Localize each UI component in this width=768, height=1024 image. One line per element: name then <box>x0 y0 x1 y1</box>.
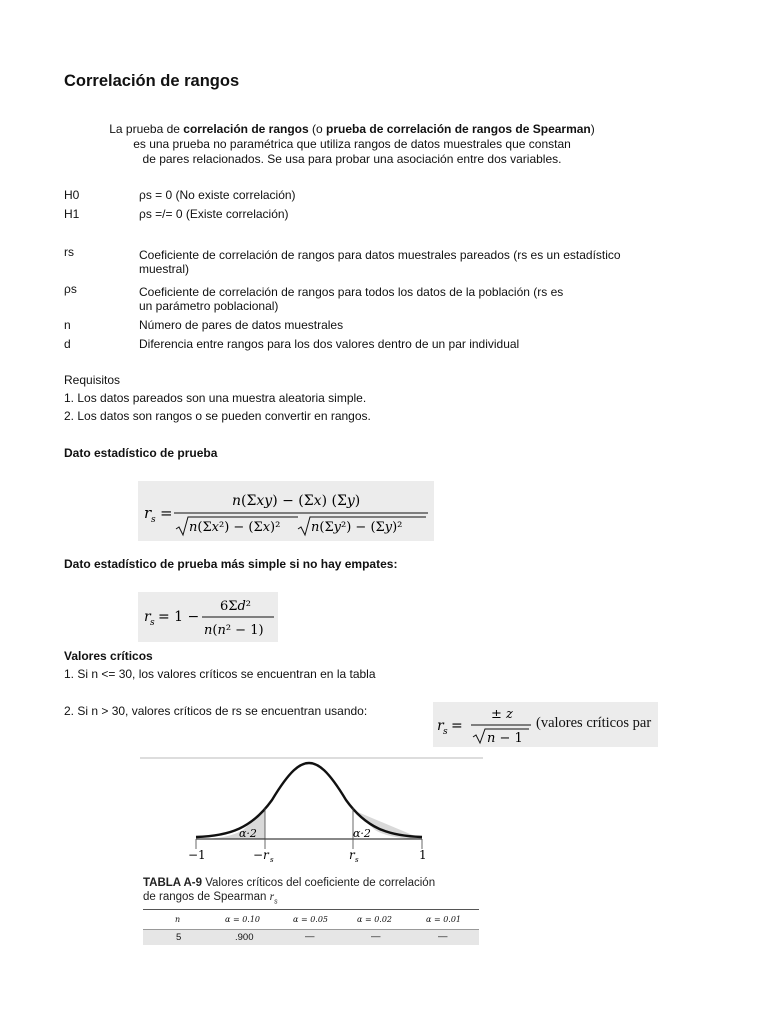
spearman-formula-graphic <box>138 481 434 541</box>
intro-text: (o <box>308 122 327 136</box>
page-title: Correlación de rangos <box>64 72 240 90</box>
intro-text: La prueba de <box>109 122 184 136</box>
table-body <box>143 909 479 945</box>
hypothesis-value: ρs = 0 (No existe correlación) <box>139 188 296 202</box>
svg-text:s: s <box>150 618 155 628</box>
requisitos-section <box>64 371 371 425</box>
svg-text:=: = <box>451 718 463 734</box>
svg-text:n − 1: n − 1 <box>487 731 523 746</box>
svg-text:s: s <box>151 515 156 525</box>
requisito-item: 1. Los datos pareados son una muestra aleatoria simple. <box>64 391 367 405</box>
svg-text:= 1 −: = 1 − <box>158 609 200 625</box>
alpha-right-label: α·2 <box>353 827 371 840</box>
simple-stat-heading: Dato estadístico de prueba más simple si no hay empates: <box>64 557 398 571</box>
normal-curve-figure <box>140 756 485 868</box>
intro-text: ) <box>590 122 595 136</box>
svg-text:r: r <box>144 609 151 625</box>
definition-key: rs <box>64 245 74 259</box>
table-header-cell: n <box>175 915 181 924</box>
svg-text:r: r <box>144 504 152 522</box>
spearman-formula <box>138 481 434 541</box>
criticos-heading: Valores críticos <box>64 649 153 663</box>
table-caption-label: TABLA A-9 <box>143 877 202 889</box>
tick-label: −r <box>253 848 269 862</box>
intro-line-3: de pares relacionados. Se usa para probar una asociación entre dos variables. <box>142 152 562 166</box>
hypothesis-key: H1 <box>64 207 80 221</box>
svg-text:=: = <box>160 504 173 522</box>
formula-suffix-text: (valores críticos par <box>536 715 652 731</box>
intro-line-1 <box>64 122 640 137</box>
table-cell: — <box>371 931 381 942</box>
definition-key: n <box>64 318 71 332</box>
svg-text:n(Σxy) − (Σx) (Σy): n(Σxy) − (Σx) (Σy) <box>232 493 361 509</box>
svg-text:± z: ± z <box>491 707 513 722</box>
tick-subscript: s <box>270 856 274 864</box>
table-cell: .900 <box>235 932 254 943</box>
definition-key: ρs <box>64 282 77 296</box>
tick-label: −1 <box>188 848 206 862</box>
critical-values-table <box>143 876 483 943</box>
alpha-left-label: α·2 <box>239 827 257 840</box>
definition-value: Diferencia entre rangos para los dos valores dentro de un par individual <box>139 337 520 351</box>
hypothesis-key: H0 <box>64 188 80 202</box>
simple-spearman-formula <box>138 592 278 642</box>
table-cell: 5 <box>176 932 182 943</box>
table-caption-line2: de rangos de Spearman <box>143 891 267 903</box>
hypothesis-value: ρs =/= 0 (Existe correlación) <box>139 207 289 221</box>
simple-formula-graphic <box>138 592 278 642</box>
svg-text:6Σd²: 6Σd² <box>220 599 252 614</box>
definition-value: Coeficiente de correlación de rangos para datos muestrales pareados (rs es un estadístico muestral) <box>139 248 621 276</box>
table-header-cell: α = 0.05 <box>293 915 329 924</box>
tick-subscript: s <box>355 856 359 864</box>
definition-key: d <box>64 337 71 351</box>
definition-value: Número de pares de datos muestrales <box>139 318 344 332</box>
requisito-item: 2. Los datos son rangos o se pueden convertir en rangos. <box>64 409 371 423</box>
table-row <box>143 930 479 945</box>
tick-label: 1 <box>419 848 427 862</box>
svg-text:r: r <box>437 718 444 734</box>
intro-bold-term: prueba de correlación de rangos de Spearman <box>326 122 591 136</box>
table-caption <box>143 876 483 909</box>
intro-line-2: es una prueba no paramétrica que utiliza rangos de datos muestrales que constan <box>133 137 571 151</box>
table-cell: — <box>305 931 315 942</box>
svg-text:s: s <box>443 727 448 737</box>
table-header-cell: α = 0.01 <box>426 915 462 924</box>
table-caption-sub: s <box>274 898 278 906</box>
criticos-item-1: 1. Si n <= 30, los valores críticos se encuentran en la tabla <box>64 667 376 681</box>
intro-paragraph <box>64 122 640 167</box>
table-header-row <box>143 910 479 930</box>
criticos-section <box>64 647 376 683</box>
svg-text:n(n² − 1): n(n² − 1) <box>204 623 264 638</box>
normal-curve-graphic <box>140 756 485 868</box>
svg-text:n(Σx²) − (Σx)²: n(Σx²) − (Σx)² <box>189 520 281 535</box>
table-header-cell: α = 0.02 <box>357 915 393 924</box>
criticos-item-2: 2. Si n > 30, valores críticos de rs se encuentran usando: <box>64 704 368 718</box>
tick-label: r <box>349 848 355 862</box>
table-cell: — <box>438 931 448 942</box>
table-header-cell: α = 0.10 <box>225 915 261 924</box>
definition-value: Coeficiente de correlación de rangos para todos los datos de la población (rs es un parámetro poblacional) <box>139 285 564 313</box>
table-caption-text: Valores críticos del coeficiente de correlación <box>205 877 436 889</box>
svg-text:n(Σy²) − (Σy)²: n(Σy²) − (Σy)² <box>311 520 403 535</box>
table-caption-var: r <box>269 891 275 903</box>
intro-bold-term: correlación de rangos <box>183 122 309 136</box>
requisitos-heading: Requisitos <box>64 373 121 387</box>
test-stat-heading: Dato estadístico de prueba <box>64 446 218 460</box>
large-n-critical-formula <box>433 702 658 747</box>
